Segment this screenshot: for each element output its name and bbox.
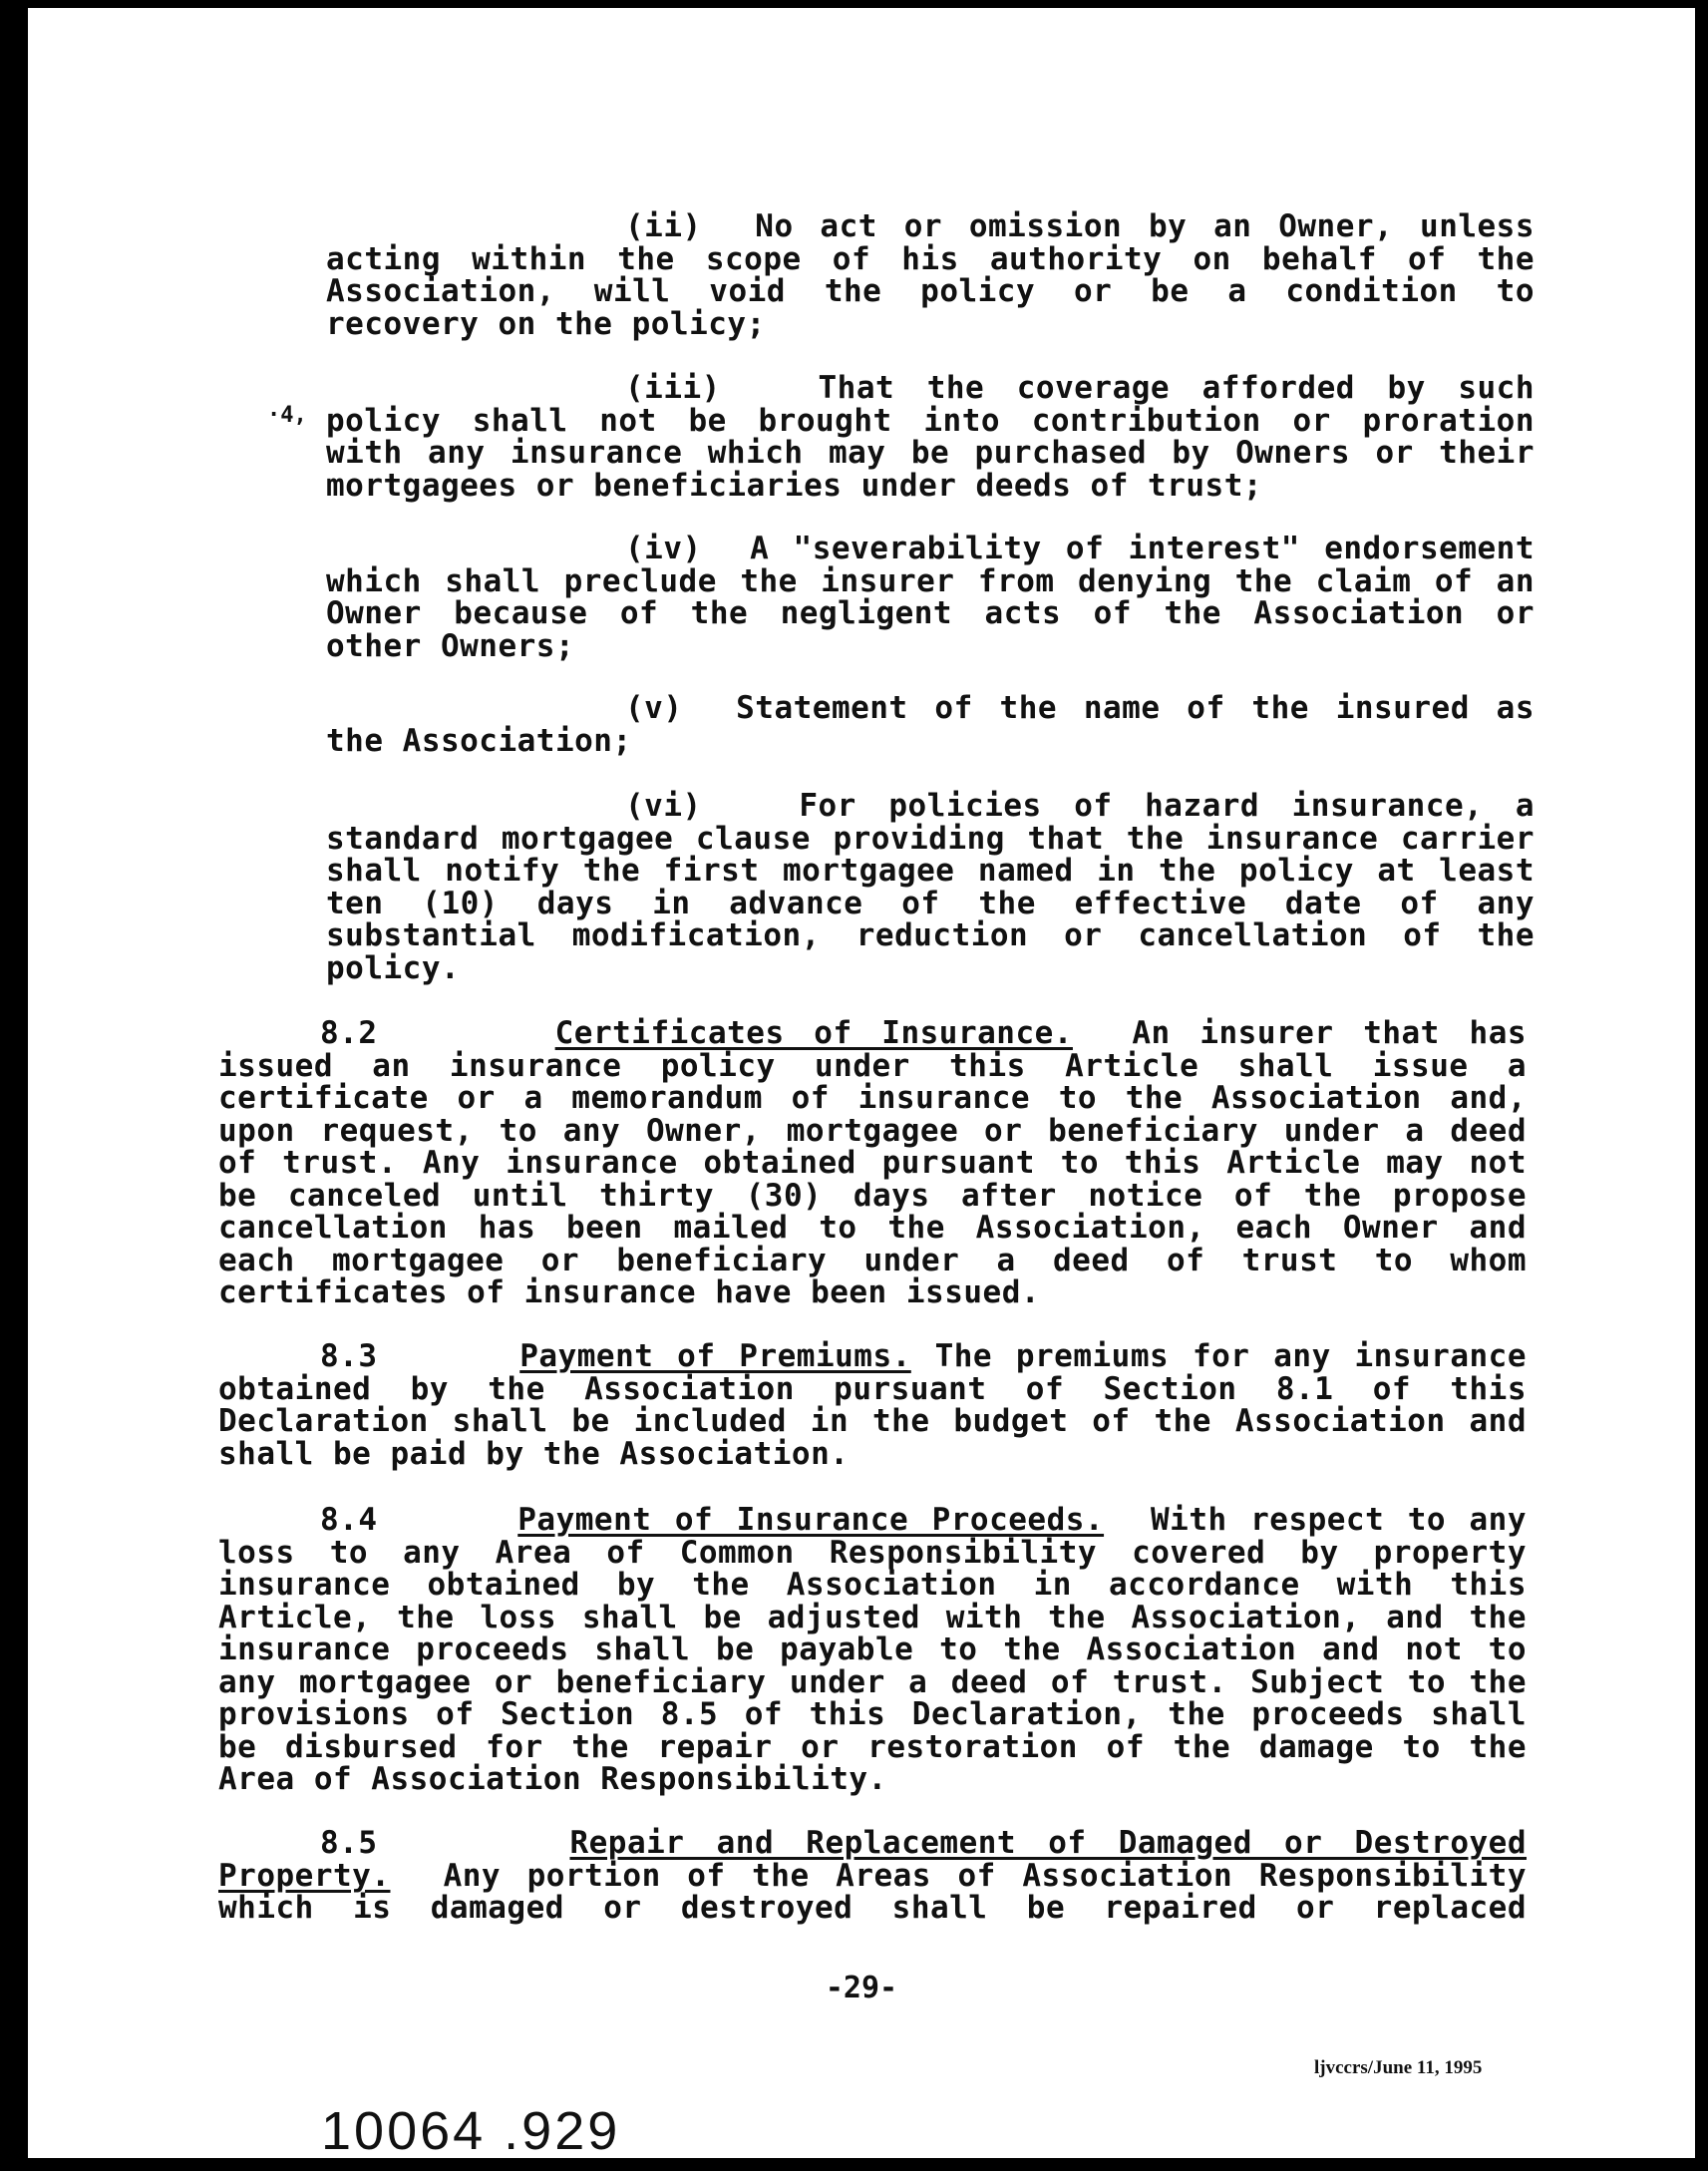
section-text: be canceled until thirty (30) days after notice of the propose (218, 1177, 1527, 1214)
section-text: Article, the loss shall be adjusted with the Association, and the (218, 1599, 1527, 1635)
section-text: any mortgagee or beneficiary under a deed of trust. Subject to the (218, 1663, 1527, 1700)
clause-number: (vi) (625, 788, 702, 824)
clause-text: That the coverage afforded by such (818, 370, 1536, 406)
section-heading: Repair and Replacement of Damaged or Destroyed (569, 1825, 1528, 1861)
clause-text: with any insurance which may be purchased by Owners or their (326, 435, 1535, 471)
document-page (28, 8, 1695, 2161)
margin-mark: ·4, (267, 403, 307, 428)
section-heading: Payment of Insurance Proceeds. (517, 1502, 1105, 1538)
clause-number: (iv) (625, 531, 702, 566)
clause-text: No act or omission by an Owner, unless (755, 208, 1536, 244)
clause-text: policy shall not be brought into contribution or proration (326, 402, 1535, 439)
footer-stamp: ljvccrs/June 11, 1995 (1314, 2057, 1483, 2078)
section-number: 8.4 (320, 1502, 378, 1538)
section-text: Any portion of the Areas of Association Responsibility (443, 1857, 1527, 1894)
clause-number: (v) (625, 690, 683, 726)
section-text: be disbursed for the repair or restoration of the damage to the (218, 1728, 1527, 1765)
section-text: upon request, to any Owner, mortgagee or beneficiary under a deed (218, 1112, 1527, 1149)
section-text: insurance obtained by the Association in accordance with this (218, 1567, 1527, 1603)
section-text: certificates of insurance have been issued. (218, 1274, 1041, 1310)
clause-number: (ii) (625, 208, 702, 244)
section-8-3 (218, 1340, 1527, 1470)
section-text: insurance proceeds shall be payable to the Association and not to (218, 1631, 1527, 1667)
clause-v (326, 692, 1535, 757)
section-text: each mortgagee or beneficiary under a deed of trust to whom (218, 1242, 1527, 1278)
section-text: which is damaged or destroyed shall be repaired or replaced (218, 1890, 1527, 1926)
section-number: 8.2 (320, 1015, 378, 1051)
clause-text: recovery on the policy; (326, 305, 766, 342)
section-text: cancellation has been mailed to the Association, each Owner and (218, 1210, 1527, 1246)
clause-vi (326, 790, 1535, 984)
section-text: certificate or a memorandum of insurance to the Association and, (218, 1080, 1527, 1116)
section-text: loss to any Area of Common Responsibility covered by property (218, 1534, 1527, 1571)
section-text: issued an insurance policy under this Article shall issue a (218, 1047, 1527, 1084)
clause-text: shall notify the first mortgagee named in the policy at least (326, 853, 1535, 889)
section-text: With respect to any (1151, 1502, 1527, 1538)
clause-text: ten (10) days in advance of the effective date of any (326, 885, 1535, 921)
clause-iv (326, 533, 1535, 662)
section-text: An insurer that has (1132, 1015, 1528, 1051)
clause-ii (326, 210, 1535, 340)
clause-text: Owner because of the negligent acts of the Association or (326, 595, 1535, 631)
section-8-2 (218, 1017, 1527, 1309)
clause-text: which shall preclude the insurer from denying the claim of an (326, 562, 1535, 599)
section-8-4 (218, 1504, 1527, 1796)
clause-text: other Owners; (326, 627, 575, 664)
clause-text: the Association; (326, 722, 632, 759)
clause-iii (326, 372, 1535, 502)
section-text: provisions of Section 8.5 of this Declaration, the proceeds shall (218, 1696, 1527, 1732)
page-number: -29- (825, 1971, 898, 2005)
section-text: of trust. Any insurance obtained pursuant to this Article may not (218, 1145, 1527, 1181)
clause-text: Association, will void the policy or be a condition to (326, 273, 1535, 309)
clause-text: standard mortgagee clause providing that the insurance carrier (326, 820, 1535, 857)
section-number: 8.5 (320, 1825, 378, 1861)
section-heading: Certificates of Insurance. (554, 1015, 1073, 1051)
bates-number: 10064 .929 (321, 2101, 621, 2161)
clause-text: A "severability of interest" endorsement (750, 531, 1535, 566)
section-heading: Payment of Premiums. (519, 1338, 911, 1374)
section-heading-continued: Property. (218, 1857, 391, 1894)
clause-text: substantial modification, reduction or cancellation of the (326, 917, 1535, 953)
section-text: shall be paid by the Association. (218, 1435, 850, 1472)
section-text: The premiums for any insurance (934, 1338, 1527, 1374)
clause-text: policy. (326, 949, 461, 986)
section-8-5 (218, 1827, 1527, 1925)
section-text: obtained by the Association pursuant of Section 8.1 of this (218, 1370, 1527, 1407)
clause-text: For policies of hazard insurance, a (799, 788, 1535, 824)
section-number: 8.3 (320, 1338, 378, 1374)
clause-text: Statement of the name of the insured as (736, 690, 1536, 726)
section-text: Area of Association Responsibility. (218, 1761, 887, 1797)
section-text: Declaration shall be included in the budget of the Association and (218, 1403, 1527, 1439)
clause-text: acting within the scope of his authority on behalf of the (326, 240, 1535, 277)
clause-number: (iii) (625, 370, 721, 406)
clause-text: mortgagees or beneficiaries under deeds of trust; (326, 467, 1263, 504)
